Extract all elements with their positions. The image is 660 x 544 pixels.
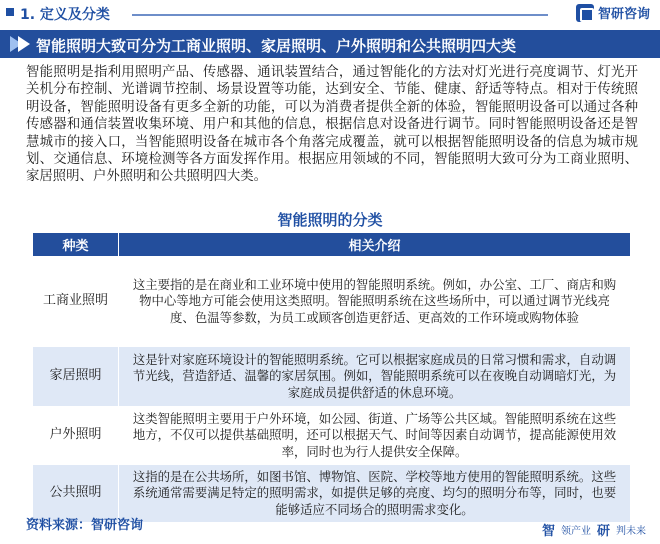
slogan-char-b: 研 — [596, 524, 610, 539]
slogan-text-b: 判未来 — [616, 526, 646, 537]
desc-cell: 这指的是在公共场所，如图书馆、博物馆、医院、学校等地方使用的智能照明系统。这些系统通常需要满足特定的照明需求，如提供足够的亮度、均匀的照明分布等，同时，也要能够适应不同场合的照明需求变化。 — [119, 465, 631, 523]
table-title: 智能照明的分类 — [277, 211, 383, 229]
type-cell: 户外照明 — [33, 407, 119, 465]
table-header-row — [33, 233, 631, 257]
table-row — [33, 347, 631, 407]
header-divider — [132, 14, 548, 16]
slogan-char-a: 智 — [541, 524, 555, 539]
type-cell: 工商业照明 — [33, 257, 119, 347]
title-banner — [0, 30, 660, 58]
type-cell: 家居照明 — [33, 347, 119, 407]
brand-name: 智研咨询 — [597, 7, 650, 22]
section-marker-icon — [6, 8, 14, 16]
banner-title: 智能照明大致可分为工商业照明、家居照明、户外照明和公共照明四大类 — [36, 37, 517, 55]
top-header — [0, 0, 660, 30]
table-row — [33, 407, 631, 465]
type-cell: 公共照明 — [33, 465, 119, 523]
classification-table — [32, 232, 631, 523]
slogan-text-a: 领产业 — [560, 526, 591, 537]
desc-cell: 这主要指的是在商业和工业环境中使用的智能照明系统。例如，办公室、工厂、商店和购物中心等地方可能会使用这类照明。智能照明系统在这些场所中，可以通过调节光线亮度、色温等参数，为员工或顾客创造更舒适、更高效的工作环境或购物体验 — [119, 257, 631, 347]
column-header-desc: 相关介绍 — [119, 233, 631, 257]
intro-paragraph: 智能照明是指利用照明产品、传感器、通讯装置结合，通过智能化的方法对灯光进行亮度调节、灯光开关机分布控制、光谱调节控制、场景设置等功能，达到安全、节能、健康、舒适等特点。相对于传统照明设备，智能照明设备有更多全新的功能，可以为消费者提供全新的体验，智能照明设备可以通过各种传感器和通信装置收集环境、用户和其他的信息，根据信息对设备进行调节。同时智能照明设备还是智慧城市的接入口，当智能照明设备在城市各个角落完成覆盖，就可以根据智能照明设备的信息为城市规划、交通信息、环境检测等各方面发挥作用。根据应用领域的不同，智能照明大致可分为工商业照明、家居照明、户外照明和公共照明四大类。 — [26, 65, 638, 185]
arrow-icon — [18, 36, 30, 52]
desc-cell: 这类智能照明主要用于户外环境，如公园、街道、广场等公共区域。智能照明系统在这些地方，不仅可以提供基础照明，还可以根据天气、时间等因素自动调节，提高能源使用效率，同时也为行人提供安全保障。 — [119, 407, 631, 465]
brand-logo-icon — [576, 4, 594, 22]
section-title: 1. 定义及分类 — [20, 7, 110, 23]
table-row — [33, 257, 631, 347]
footer-slogan — [542, 520, 646, 539]
source-note: 资料来源：智研咨询 — [26, 518, 144, 533]
column-header-type: 种类 — [33, 233, 119, 257]
brand — [576, 3, 650, 22]
desc-cell: 这是针对家庭环境设计的智能照明系统。它可以根据家庭成员的日常习惯和需求，自动调节光线，营造舒适、温馨的家居氛围。例如，智能照明系统可以在夜晚自动调暗灯光，为家庭成员提供舒适的休息环境。 — [119, 347, 631, 407]
